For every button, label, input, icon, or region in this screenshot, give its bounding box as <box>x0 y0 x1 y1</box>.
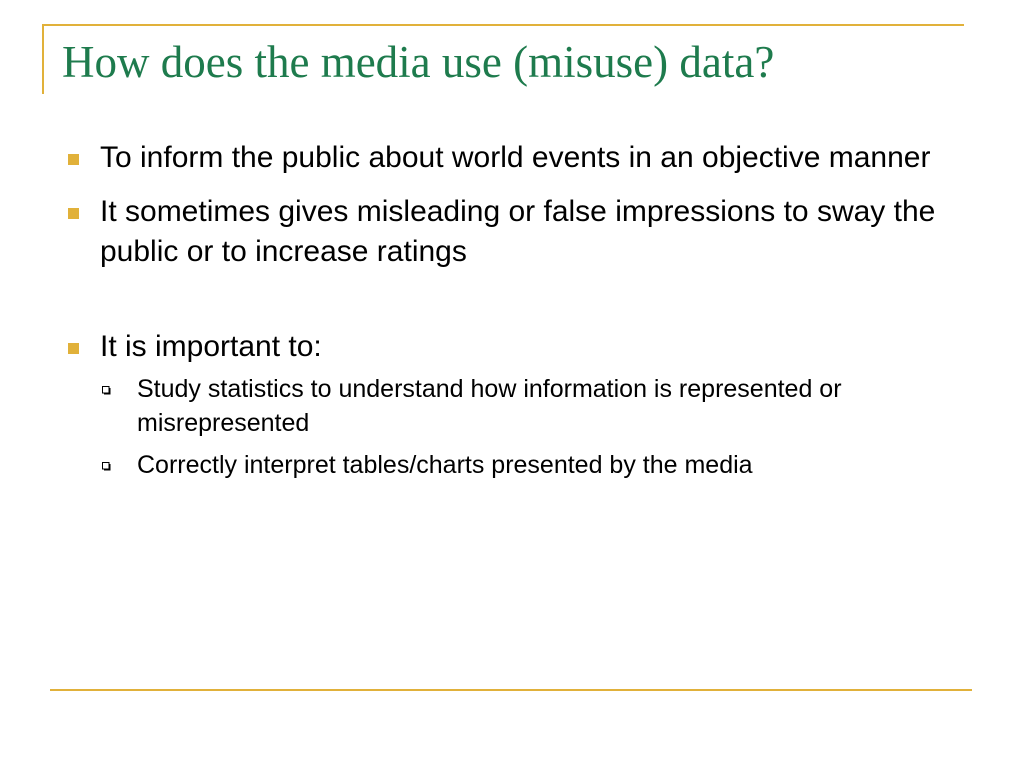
sub-bullet-item <box>64 372 964 440</box>
square-bullet-icon <box>68 343 79 354</box>
footer-divider <box>50 689 972 691</box>
title-frame-top-line <box>42 24 964 26</box>
square-bullet-icon <box>68 154 79 165</box>
square-bullet-icon <box>68 208 79 219</box>
slide-content <box>64 138 964 482</box>
bullet-item <box>64 138 964 178</box>
bullet-text: It sometimes gives misleading or false impressions to sway the public or to increase ratings <box>100 195 936 268</box>
sub-bullet-list <box>64 372 964 482</box>
bullet-text: It is important to: <box>100 330 322 363</box>
sub-bullet-text: Study statistics to understand how information is represented or misrepresented <box>137 375 842 437</box>
bullet-item <box>64 327 964 367</box>
sub-bullet-item <box>64 448 964 482</box>
slide-title: How does the media use (misuse) data? <box>62 37 775 87</box>
sub-bullet-text: Correctly interpret tables/charts presented by the media <box>137 451 753 479</box>
hollow-square-bullet-icon <box>102 462 111 471</box>
bullet-item <box>64 192 964 272</box>
bullet-text: To inform the public about world events in an objective manner <box>100 141 931 174</box>
title-frame-left-line <box>42 24 44 94</box>
hollow-square-bullet-icon <box>102 386 111 395</box>
